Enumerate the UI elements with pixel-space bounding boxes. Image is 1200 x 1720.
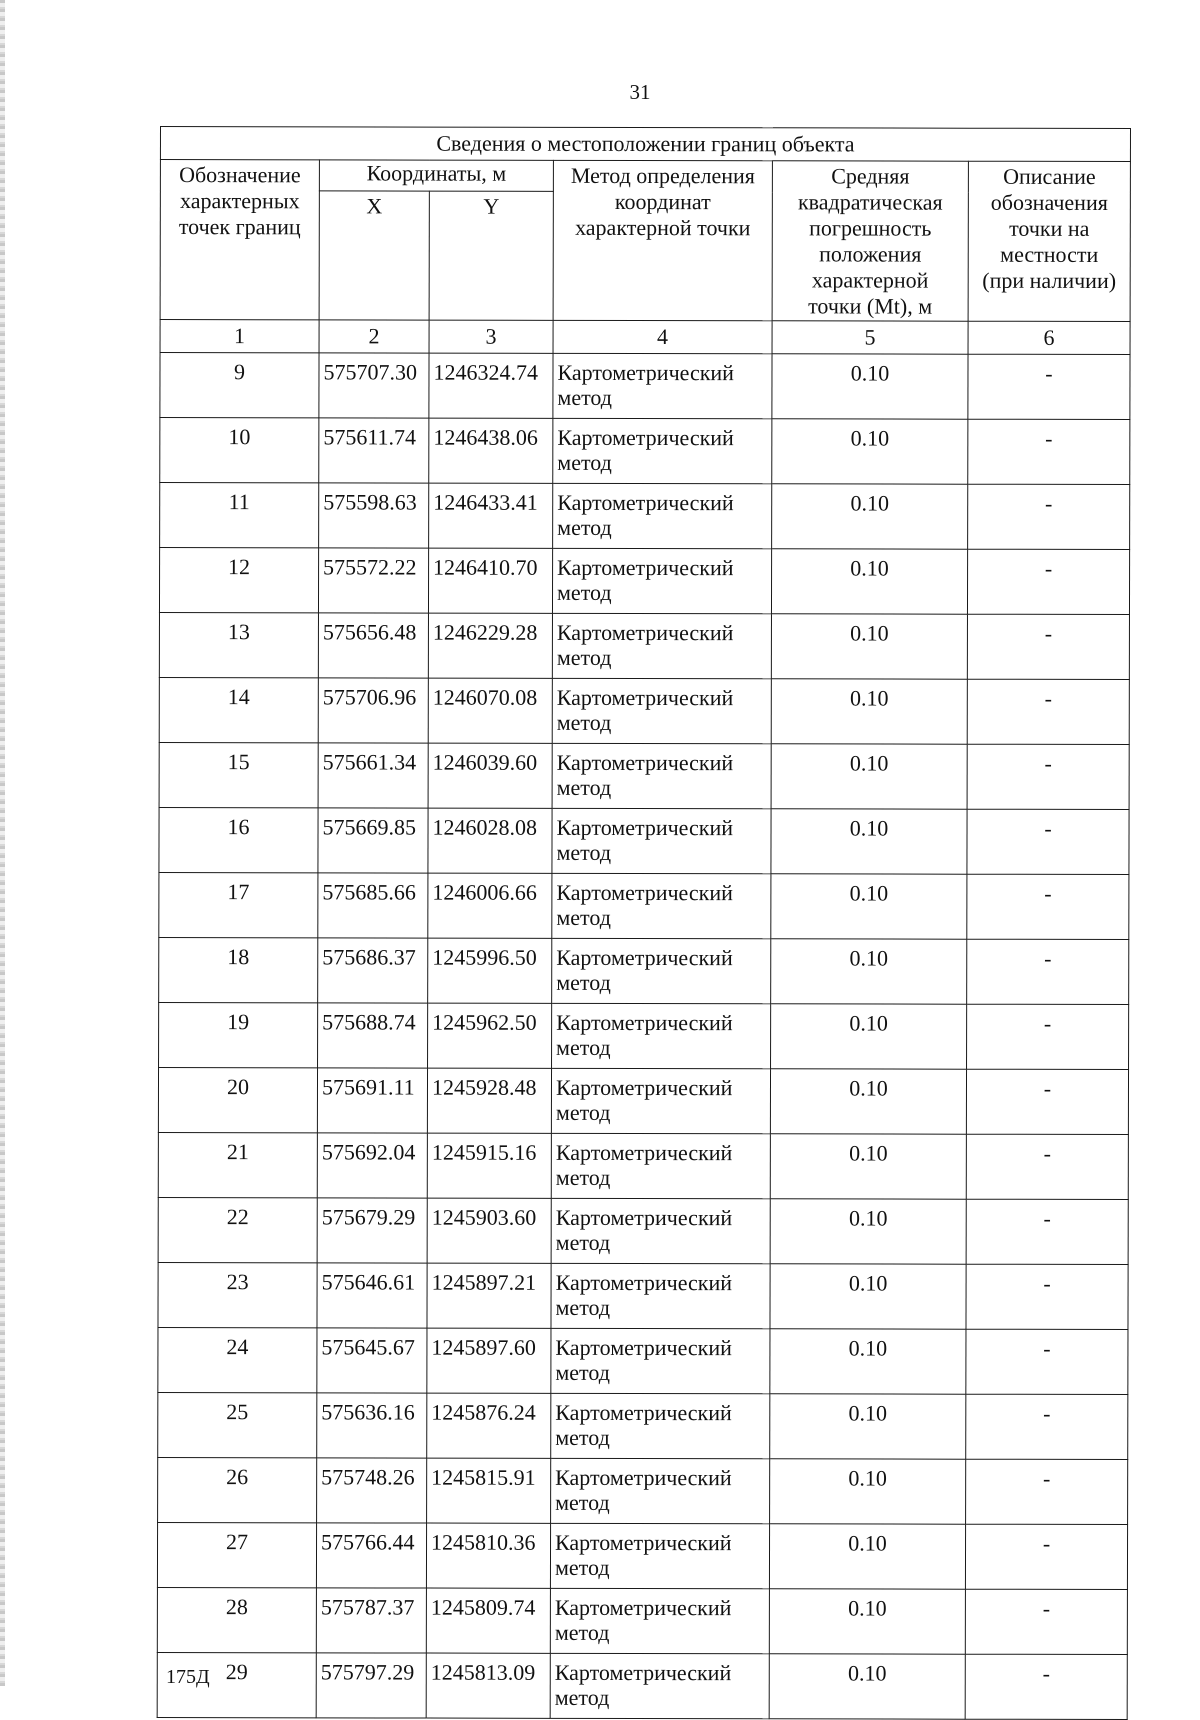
error-cell: 0.10 [769, 1654, 965, 1719]
table-row [158, 1262, 1128, 1329]
y-cell: 1246006.66 [428, 873, 552, 938]
x-cell: 575685.66 [318, 873, 428, 938]
method-line: метод [555, 1359, 610, 1385]
y-cell: 1246028.08 [428, 808, 552, 873]
method-cell [551, 1198, 770, 1263]
method-cell [551, 1458, 770, 1523]
header-method: Метод определения координат характерной точки [553, 160, 772, 320]
method-cell [551, 1068, 770, 1133]
table-row [158, 1457, 1128, 1524]
y-cell: 1246438.06 [429, 418, 553, 483]
point-cell: 13 [159, 613, 318, 678]
method-cell [552, 938, 771, 1003]
x-cell: 575706.96 [318, 678, 428, 743]
x-cell: 575797.29 [316, 1653, 426, 1718]
method-line: метод [557, 449, 612, 475]
y-cell: 1245809.74 [426, 1588, 550, 1653]
description-cell: - [965, 1654, 1127, 1719]
error-cell: 0.10 [770, 1459, 966, 1524]
method-cell [552, 678, 771, 743]
point-cell: 11 [160, 483, 319, 548]
description-cell: - [966, 1199, 1128, 1264]
table-row [157, 1587, 1127, 1654]
method-cell [550, 1653, 769, 1718]
error-cell: 0.10 [771, 614, 967, 679]
error-cell: 0.10 [770, 1264, 966, 1329]
method-cell [551, 1328, 770, 1393]
method-cell [552, 808, 771, 873]
y-cell: 1246070.08 [428, 678, 552, 743]
method-line: метод [555, 1229, 611, 1255]
description-cell: - [968, 484, 1130, 549]
y-cell: 1246324.74 [429, 353, 553, 418]
column-number: 2 [319, 320, 429, 353]
page-number: 31 [629, 80, 651, 104]
x-cell: 575572.22 [318, 548, 428, 613]
table-row [160, 483, 1130, 550]
x-cell: 575692.04 [317, 1133, 427, 1198]
x-cell: 575645.67 [317, 1328, 427, 1393]
description-cell: - [966, 1394, 1128, 1459]
x-cell: 575787.37 [316, 1588, 426, 1653]
error-cell: 0.10 [770, 1394, 966, 1459]
method-line: Картометрический [556, 944, 733, 971]
point-cell: 23 [158, 1262, 317, 1327]
point-cell: 17 [159, 872, 318, 937]
y-cell: 1245813.09 [426, 1653, 550, 1718]
error-cell: 0.10 [770, 1134, 966, 1199]
x-cell: 575661.34 [318, 743, 428, 808]
method-line: Картометрический [557, 554, 734, 581]
error-cell: 0.10 [771, 939, 967, 1004]
description-cell: - [966, 1069, 1128, 1134]
y-cell: 1246039.60 [428, 743, 552, 808]
description-cell: - [967, 614, 1129, 679]
x-cell: 575707.30 [319, 353, 429, 418]
description-cell: - [967, 809, 1129, 874]
error-cell: 0.10 [772, 354, 968, 419]
point-cell: 20 [158, 1067, 317, 1132]
x-cell: 575691.11 [317, 1068, 427, 1133]
x-cell: 575611.74 [319, 418, 429, 483]
method-cell [551, 1133, 770, 1198]
method-line: метод [555, 1164, 611, 1190]
column-number: 1 [160, 320, 319, 353]
table-row [158, 1392, 1128, 1459]
x-cell: 575766.44 [316, 1523, 426, 1588]
y-cell: 1245962.50 [428, 1003, 552, 1068]
error-cell: 0.10 [771, 874, 967, 939]
column-number-row [160, 320, 1130, 355]
column-number: 4 [553, 320, 772, 353]
method-cell [552, 548, 771, 613]
point-cell: 18 [159, 937, 318, 1002]
error-cell: 0.10 [771, 679, 967, 744]
method-line: Картометрический [557, 489, 734, 516]
method-line: Картометрический [555, 1204, 733, 1231]
method-line: метод [556, 904, 611, 930]
method-line: метод [556, 969, 611, 995]
method-line: метод [556, 644, 612, 670]
description-cell: - [965, 1589, 1127, 1654]
point-cell: 27 [157, 1522, 316, 1587]
table-row [158, 1067, 1128, 1134]
method-line: Картометрический [555, 1074, 733, 1101]
y-cell: 1245928.48 [427, 1068, 551, 1133]
error-cell: 0.10 [769, 1589, 965, 1654]
table-row [159, 1002, 1129, 1069]
table-row [159, 677, 1129, 744]
error-cell: 0.10 [772, 419, 968, 484]
error-cell: 0.10 [771, 744, 967, 809]
y-cell: 1245903.60 [427, 1198, 551, 1263]
table-row [160, 418, 1130, 485]
y-cell: 1245915.16 [427, 1133, 551, 1198]
point-cell: 22 [158, 1197, 317, 1262]
boundary-table [157, 126, 1131, 1720]
point-cell: 9 [160, 353, 319, 418]
x-cell: 575656.48 [318, 613, 428, 678]
table-row [158, 1132, 1128, 1199]
point-cell: 28 [157, 1587, 316, 1652]
header-description: Описание обозначения точки на местности (при наличии) [968, 161, 1130, 321]
table-row [159, 548, 1129, 615]
x-cell: 575646.61 [317, 1263, 427, 1328]
point-cell: 29 [157, 1652, 316, 1717]
point-cell: 24 [158, 1327, 317, 1392]
error-cell: 0.10 [770, 1069, 966, 1134]
method-line: Картометрический [556, 814, 734, 841]
method-cell [552, 613, 771, 678]
y-cell: 1245897.60 [427, 1328, 551, 1393]
y-cell: 1245876.24 [427, 1393, 551, 1458]
x-cell: 575669.85 [318, 808, 428, 873]
method-cell [552, 743, 771, 808]
description-cell: - [968, 419, 1130, 484]
table-row [159, 872, 1129, 939]
error-cell: 0.10 [770, 1199, 966, 1264]
footer-code: 175Д [166, 1666, 210, 1688]
method-line: Картометрический [556, 684, 734, 711]
table-row [158, 1197, 1128, 1264]
method-line: Картометрический [557, 359, 734, 386]
description-cell: - [966, 1329, 1128, 1394]
method-line: метод [555, 1099, 611, 1125]
x-cell: 575748.26 [317, 1458, 427, 1523]
column-number: 5 [772, 321, 968, 354]
method-line: Картометрический [554, 1659, 732, 1686]
y-cell: 1246229.28 [428, 613, 552, 678]
method-line: метод [555, 1489, 610, 1515]
method-line: метод [557, 514, 612, 540]
method-line: Картометрический [555, 1269, 733, 1296]
table-row [159, 613, 1129, 680]
table-row [158, 1327, 1128, 1394]
header-point: Обозначение характерных точек границ [160, 160, 319, 320]
method-cell [550, 1588, 769, 1653]
point-cell: 21 [158, 1132, 317, 1197]
method-line: Картометрический [556, 879, 733, 906]
method-line: метод [555, 1294, 611, 1320]
table-row [160, 353, 1130, 420]
method-line: Картометрический [556, 1009, 733, 1036]
method-cell [551, 1263, 770, 1328]
table-row [159, 742, 1129, 809]
point-cell: 10 [160, 418, 319, 483]
header-x: X [319, 191, 429, 320]
method-cell [553, 418, 772, 483]
y-cell: 1245996.50 [428, 938, 552, 1003]
error-cell: 0.10 [771, 809, 967, 874]
method-line: метод [556, 709, 612, 735]
method-cell [552, 873, 771, 938]
table-row [159, 807, 1129, 874]
description-cell: - [967, 874, 1129, 939]
x-cell: 575686.37 [318, 938, 428, 1003]
column-number: 6 [968, 321, 1130, 354]
header-error: Средняя квадратическая погрешность положения характерной точки (Mt), м [772, 161, 968, 321]
table-row [157, 1652, 1127, 1719]
error-cell: 0.10 [770, 1329, 966, 1394]
description-cell: - [967, 744, 1129, 809]
y-cell: 1245815.91 [427, 1458, 551, 1523]
x-cell: 575636.16 [317, 1393, 427, 1458]
error-cell: 0.10 [771, 1004, 967, 1069]
description-cell: - [967, 939, 1129, 1004]
method-line: Картометрический [555, 1529, 732, 1556]
method-cell [553, 353, 772, 418]
header-coordinates: Координаты, м [319, 160, 553, 191]
method-line: метод [557, 384, 613, 410]
scan-edge [0, 0, 5, 1686]
method-line: Картометрический [555, 1464, 732, 1491]
x-cell: 575679.29 [317, 1198, 427, 1263]
point-cell: 15 [159, 742, 318, 807]
description-cell: - [967, 1004, 1129, 1069]
method-line: метод [554, 1554, 610, 1580]
y-cell: 1245897.21 [427, 1263, 551, 1328]
description-cell: - [966, 1134, 1128, 1199]
header-y: Y [429, 191, 553, 320]
description-cell: - [967, 679, 1129, 744]
description-cell: - [968, 354, 1130, 419]
error-cell: 0.10 [772, 484, 968, 549]
point-cell: 16 [159, 807, 318, 872]
method-line: метод [555, 1424, 610, 1450]
error-cell: 0.10 [771, 549, 967, 614]
method-line: метод [554, 1619, 610, 1645]
table-row [157, 1522, 1127, 1589]
point-cell: 25 [158, 1392, 317, 1457]
error-cell: 0.10 [769, 1524, 965, 1589]
method-line: метод [556, 774, 612, 800]
table-body [157, 353, 1130, 1720]
method-cell [553, 483, 772, 548]
method-line: Картометрический [555, 1399, 732, 1426]
method-line: метод [556, 839, 612, 865]
method-line: Картометрический [554, 1594, 732, 1621]
method-line: Картометрический [557, 424, 734, 451]
method-line: метод [554, 1684, 610, 1710]
table-row [159, 937, 1129, 1004]
x-cell: 575598.63 [319, 483, 429, 548]
column-number: 3 [429, 320, 553, 353]
point-cell: 19 [159, 1002, 318, 1067]
table-title: Сведения о местоположении границ объекта [160, 127, 1130, 162]
point-cell: 12 [159, 548, 318, 613]
method-line: Картометрический [556, 619, 734, 646]
method-line: метод [556, 579, 612, 605]
y-cell: 1246433.41 [429, 483, 553, 548]
y-cell: 1246410.70 [428, 548, 552, 613]
point-cell: 26 [158, 1457, 317, 1522]
method-line: Картометрический [555, 1139, 733, 1166]
method-cell [550, 1523, 769, 1588]
method-line: Картометрический [556, 749, 734, 776]
y-cell: 1245810.36 [426, 1523, 550, 1588]
description-cell: - [967, 549, 1129, 614]
description-cell: - [965, 1524, 1127, 1589]
description-cell: - [966, 1459, 1128, 1524]
method-line: Картометрический [555, 1334, 732, 1361]
point-cell: 14 [159, 677, 318, 742]
method-cell [551, 1393, 770, 1458]
method-cell [552, 1003, 771, 1068]
x-cell: 575688.74 [318, 1003, 428, 1068]
description-cell: - [966, 1264, 1128, 1329]
method-line: метод [556, 1034, 611, 1060]
